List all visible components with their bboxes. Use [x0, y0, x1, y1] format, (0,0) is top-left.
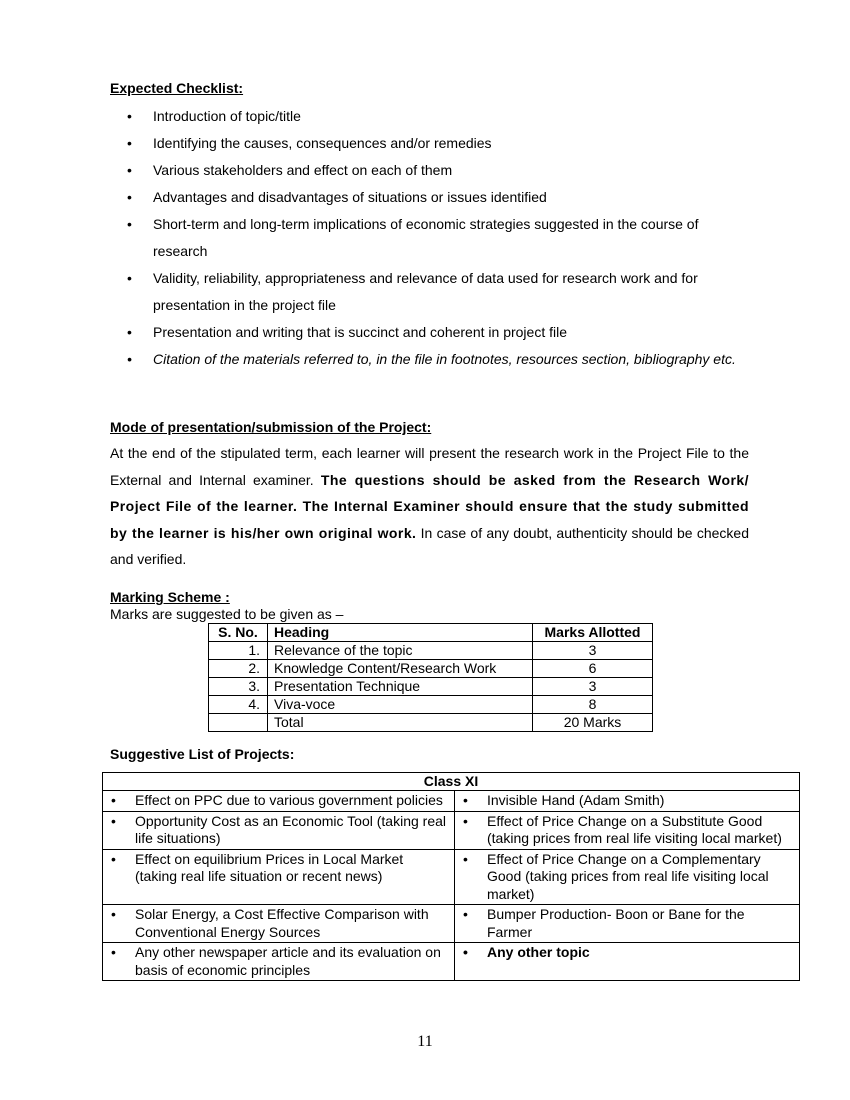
- checklist-item: • Identifying the causes, consequences and/or remedies: [110, 130, 755, 157]
- project-cell: [103, 849, 455, 905]
- table-row: [103, 905, 800, 943]
- project-topic: Effect on equilibrium Prices in Local Market (taking real life situation or recent news): [135, 850, 404, 884]
- checklist-item: • Advantages and disadvantages of situations or issues identified: [110, 184, 755, 211]
- bullet-icon: •: [111, 792, 116, 808]
- bullet-icon: •: [111, 944, 116, 960]
- cell-marks: 8: [533, 696, 653, 714]
- projects-table: [102, 772, 800, 981]
- cell-sno: 2.: [209, 660, 268, 678]
- cell-heading: Presentation Technique: [268, 678, 533, 696]
- cell-heading: Knowledge Content/Research Work: [268, 660, 533, 678]
- mode-heading: Mode of presentation/submission of the Project:: [110, 419, 432, 435]
- checklist-list: [110, 103, 755, 373]
- cell-heading: Relevance of the topic: [268, 642, 533, 660]
- table-row: [103, 811, 800, 849]
- cell-sno: [209, 714, 268, 732]
- marking-intro: Marks are suggested to be given as –: [110, 606, 344, 622]
- project-topic: Effect of Price Change on a Complementary Good (taking prices from real life visiting local market): [487, 850, 769, 902]
- marking-table-header: [209, 624, 653, 642]
- checklist-item: • Various stakeholders and effect on each of them: [110, 157, 755, 184]
- project-topic: Invisible Hand (Adam Smith): [487, 792, 665, 808]
- mode-text-bold: The questions should be asked from the Research Work/ Project File of the learner. The Internal Examiner should ensure that the study submitted by the learner is his/her own original work.: [110, 471, 749, 541]
- cell-sno: 3.: [209, 678, 268, 696]
- checklist-item: • Introduction of topic/title: [110, 103, 755, 130]
- cell-marks: 20 Marks: [533, 714, 653, 732]
- marking-table: [208, 623, 653, 732]
- page-number: 11: [417, 1033, 433, 1050]
- bullet-icon: •: [111, 812, 116, 829]
- cell-heading: Viva-voce: [268, 696, 533, 714]
- bullet-icon: •: [463, 944, 468, 960]
- class-label: Class XI: [103, 773, 800, 791]
- cell-marks: 3: [533, 678, 653, 696]
- checklist-item: • Presentation and writing that is succinct and coherent in project file: [110, 319, 755, 346]
- table-row: [103, 943, 800, 981]
- project-cell: [103, 791, 455, 812]
- checklist-heading: Expected Checklist:: [110, 80, 244, 96]
- column-header-marks: Marks Allotted: [533, 624, 653, 642]
- mode-text-start: At the end of the stipulated term, each learner will present the research work in the Project File to the External and Internal examiner.: [110, 445, 749, 488]
- project-cell: [103, 905, 455, 943]
- cell-marks: 3: [533, 642, 653, 660]
- table-row: [209, 660, 653, 678]
- project-topic: Solar Energy, a Cost Effective Comparison with Conventional Energy Sources: [135, 906, 429, 940]
- project-topic: Bumper Production- Boon or Bane for the Farmer: [487, 906, 745, 940]
- mode-text-end: In case of any doubt, authenticity should be checked and verified.: [110, 524, 749, 567]
- projects-heading: Suggestive List of Projects:: [110, 746, 295, 762]
- bullet-icon: •: [111, 906, 116, 922]
- bullet-icon: •: [111, 850, 116, 867]
- checklist-item: • Short-term and long-term implications of economic strategies suggested in the course of research: [110, 211, 755, 265]
- bullet-icon: •: [463, 812, 468, 829]
- project-cell: [103, 943, 455, 981]
- project-topic: Effect on PPC due to various government policies: [135, 792, 443, 808]
- column-header-sno: S. No.: [209, 624, 268, 642]
- project-topic: Any other newspaper article and its evaluation on basis of economic principles: [135, 944, 441, 978]
- project-cell: [455, 811, 800, 849]
- table-row: [103, 791, 800, 812]
- bullet-icon: •: [463, 850, 468, 867]
- column-header-heading: Heading: [268, 624, 533, 642]
- project-cell: [455, 905, 800, 943]
- checklist-item-citation: • Citation of the materials referred to, in the file in footnotes, resources section, bibliography etc.: [110, 346, 755, 373]
- cell-sno: 1.: [209, 642, 268, 660]
- cell-sno: 4.: [209, 696, 268, 714]
- project-topic: Opportunity Cost as an Economic Tool (taking real life situations): [135, 812, 447, 846]
- project-topic: Any other topic: [487, 944, 590, 960]
- table-row: [209, 678, 653, 696]
- project-cell: [455, 849, 800, 905]
- mode-paragraph: [110, 440, 749, 573]
- checklist-item: • Validity, reliability, appropriateness and relevance of data used for research work and for presentation in the project file: [110, 265, 755, 319]
- table-row: [209, 696, 653, 714]
- project-cell: [103, 811, 455, 849]
- project-cell: [455, 943, 800, 981]
- cell-heading: Total: [268, 714, 533, 732]
- projects-class-row: [103, 773, 800, 791]
- project-cell: [455, 791, 800, 812]
- marking-heading: Marking Scheme :: [110, 589, 230, 605]
- bullet-icon: •: [463, 792, 468, 808]
- table-row-total: [209, 714, 653, 732]
- table-row: [103, 849, 800, 905]
- table-row: [209, 642, 653, 660]
- bullet-icon: •: [463, 906, 468, 922]
- project-topic: Effect of Price Change on a Substitute Good (taking prices from real life visiting local market): [487, 812, 782, 846]
- cell-marks: 6: [533, 660, 653, 678]
